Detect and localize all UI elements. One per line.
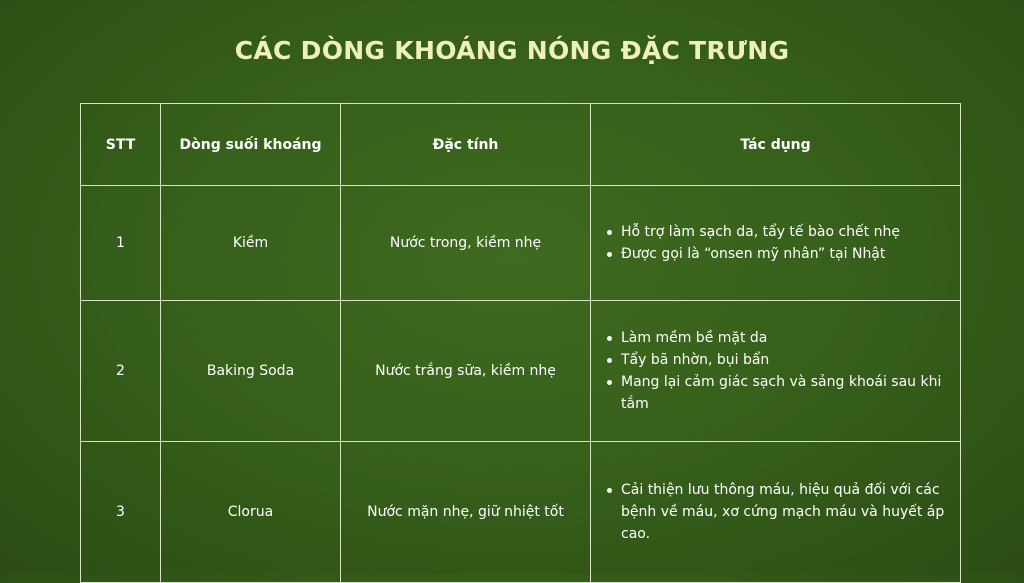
effects-list — [605, 479, 950, 545]
cell-effects — [591, 186, 961, 301]
table-row — [81, 301, 961, 442]
list-item: Tẩy bã nhờn, bụi bẩn — [605, 349, 950, 371]
cell-property: Nước trắng sữa, kiềm nhẹ — [341, 301, 591, 442]
list-item: Làm mềm bề mặt da — [605, 327, 950, 349]
cell-stt: 1 — [81, 186, 161, 301]
mineral-springs-table — [80, 103, 961, 583]
cell-spring-name: Clorua — [161, 442, 341, 583]
cell-stt: 3 — [81, 442, 161, 583]
page-title: CÁC DÒNG KHOÁNG NÓNG ĐẶC TRƯNG — [234, 36, 790, 65]
list-item: Cải thiện lưu thông máu, hiệu quả đối với các bệnh về máu, xơ cứng mạch máu và huyết áp cao. — [605, 479, 950, 545]
cell-stt: 2 — [81, 301, 161, 442]
cell-spring-name: Kiềm — [161, 186, 341, 301]
header-effects: Tác dụng — [591, 104, 961, 186]
cell-spring-name: Baking Soda — [161, 301, 341, 442]
effects-list — [605, 327, 950, 415]
list-item: Mang lại cảm giác sạch và sảng khoái sau khi tắm — [605, 371, 950, 415]
list-item: Được gọi là “onsen mỹ nhân” tại Nhật — [605, 243, 950, 265]
table-row — [81, 442, 961, 583]
header-property: Đặc tính — [341, 104, 591, 186]
cell-property: Nước mặn nhẹ, giữ nhiệt tốt — [341, 442, 591, 583]
cell-effects — [591, 301, 961, 442]
header-spring-name: Dòng suối khoáng — [161, 104, 341, 186]
cell-property: Nước trong, kiềm nhẹ — [341, 186, 591, 301]
table-header-row — [81, 104, 961, 186]
cell-effects — [591, 442, 961, 583]
table-row — [81, 186, 961, 301]
effects-list — [605, 221, 950, 265]
header-stt: STT — [81, 104, 161, 186]
list-item: Hỗ trợ làm sạch da, tẩy tế bào chết nhẹ — [605, 221, 950, 243]
